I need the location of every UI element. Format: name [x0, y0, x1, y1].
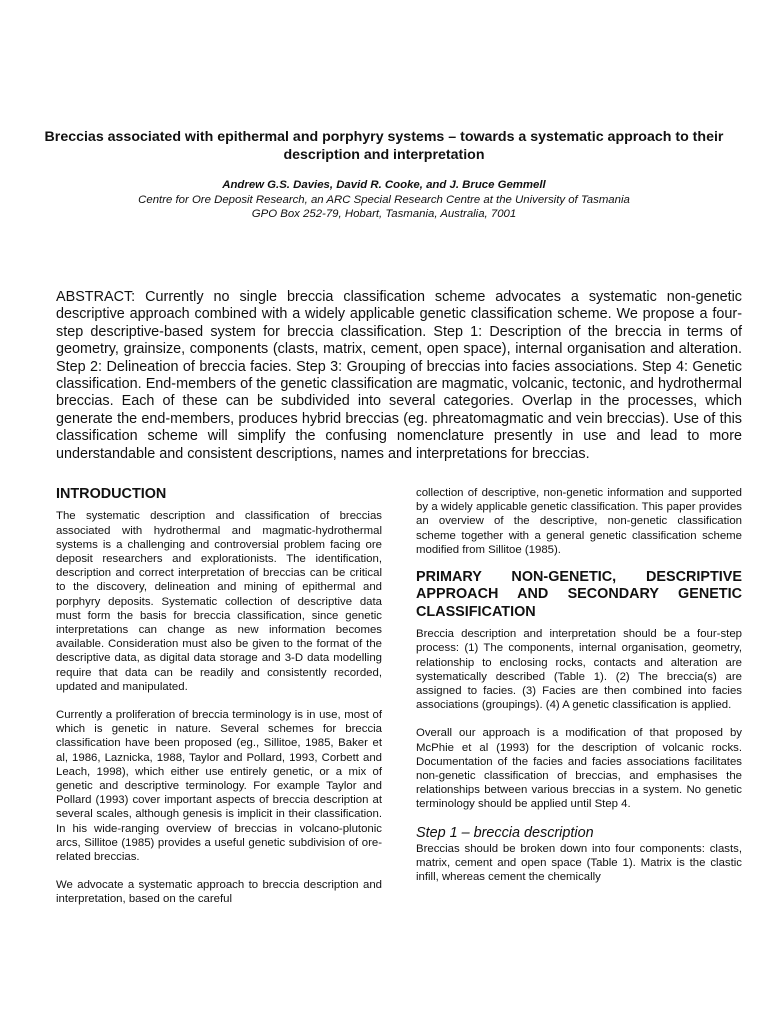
author-block [40, 178, 728, 222]
left-column [56, 486, 382, 907]
author-names: Andrew G.S. Davies, David R. Cooke, and J. Bruce Gemmell [222, 179, 546, 191]
author-affiliation: Centre for Ore Deposit Research, an ARC Special Research Centre at the University of Tasmania [138, 193, 630, 206]
right-column [416, 486, 742, 884]
introduction-paragraph: Currently a proliferation of breccia terminology is in use, most of which is genetic in nature. Several schemes for breccia classification have been proposed (eg., Sillitoe, 1985, Baker et al, 1986, Laznicka, 1988, Taylor and Pollard, 1993, Corbett and Leach, 1998), which either use entirely genetic, or a mix of genetic and descriptive terminology. For example Taylor and Pollard (1993) cover important aspects of breccia description at several scales, although genesis is implicit in their classification. In his wide-ranging overview of breccias in volcano-plutonic arcs, Sillitoe (1985) provides a useful genetic subdivision of ore-related breccias. [56, 709, 382, 864]
author-address: GPO Box 252-79, Hobart, Tasmania, Australia, 7001 [251, 208, 517, 220]
section-paragraph: Overall our approach is a modification of that proposed by McPhie et al (1993) for the description of volcanic rocks. Documentation of the facies and facies associations facilitates non-genetic classification of breccias, and emphasises the relationships between various breccias in a system. No genetic terminology should be applied until Step 4. [416, 727, 742, 811]
step1-subheading: Step 1 – breccia description [416, 824, 594, 841]
paper-title: Breccias associated with epithermal and porphyry systems – towards a systematic approach to their description and interpretation [44, 129, 724, 163]
step1-paragraph: Breccias should be broken down into four components: clasts, matrix, cement and open space (Table 1). Matrix is the clastic infill, whereas cement the chemically [416, 842, 742, 884]
introduction-heading: INTRODUCTION [56, 486, 167, 502]
introduction-paragraph: The systematic description and classification of breccias associated with hydrothermal and magmatic-hydrothermal systems is a challenging and controversial problem facing ore deposit researchers and explorationists. The identification, description and correct interpretation of breccias can be critical to the discovery, delineation and mining of epithermal and porphyry deposits. Systematic collection of descriptive data must form the basis for breccia classification, since genetic interpretations can change as new information becomes available. Consideration must also be given to the format of the descriptive data, as digital data storage and 3-D data modelling require that data can be readily and consistently recorded, updated and manipulated. [56, 510, 382, 693]
continued-paragraph: collection of descriptive, non-genetic information and supported by a widely applicable genetic classification. This paper provides an overview of the descriptive, non-genetic classification scheme together with a general genetic classification scheme modified from Sillitoe (1985). [416, 487, 742, 556]
section-heading: PRIMARY NON-GENETIC, DESCRIPTIVE APPROACH AND SECONDARY GENETIC CLASSIFICATION [416, 569, 742, 620]
section-paragraph: Breccia description and interpretation should be a four-step process: (1) The components, internal organisation, geometry, relationship to enclosing rocks, contacts and alteration are systematically described (Table 1). (2) The breccia(s) are assigned to facies. (3) Facies are then combined into facies associations (groupings). (4) A genetic classification is applied. [416, 628, 742, 712]
introduction-paragraph: We advocate a systematic approach to breccia description and interpretation, based on the careful [56, 879, 382, 906]
abstract: ABSTRACT: Currently no single breccia classification scheme advocates a systematic non-genetic descriptive approach combined with a widely applicable genetic classification scheme. We propose a four-step descriptive-based system for breccia classification. Step 1: Description of the breccia in terms of geometry, grainsize, components (clasts, matrix, cement, open space), internal organisation and alteration. Step 2: Delineation of breccia facies. Step 3: Grouping of breccias into facies associations. Step 4: Genetic classification. End-members of the genetic classification are magmatic, volcanic, tectonic, and hydrothermal breccias. Each of these can be subdivided into several categories. Overlap in the processes, which generate the end-members, produces hybrid breccias (eg. phreatomagmatic and vein breccias). Use of this classification scheme will simplify the confusing nomenclature presently in use and lead to more understandable and consistent descriptions, names and interpretations for breccias. [56, 289, 742, 462]
